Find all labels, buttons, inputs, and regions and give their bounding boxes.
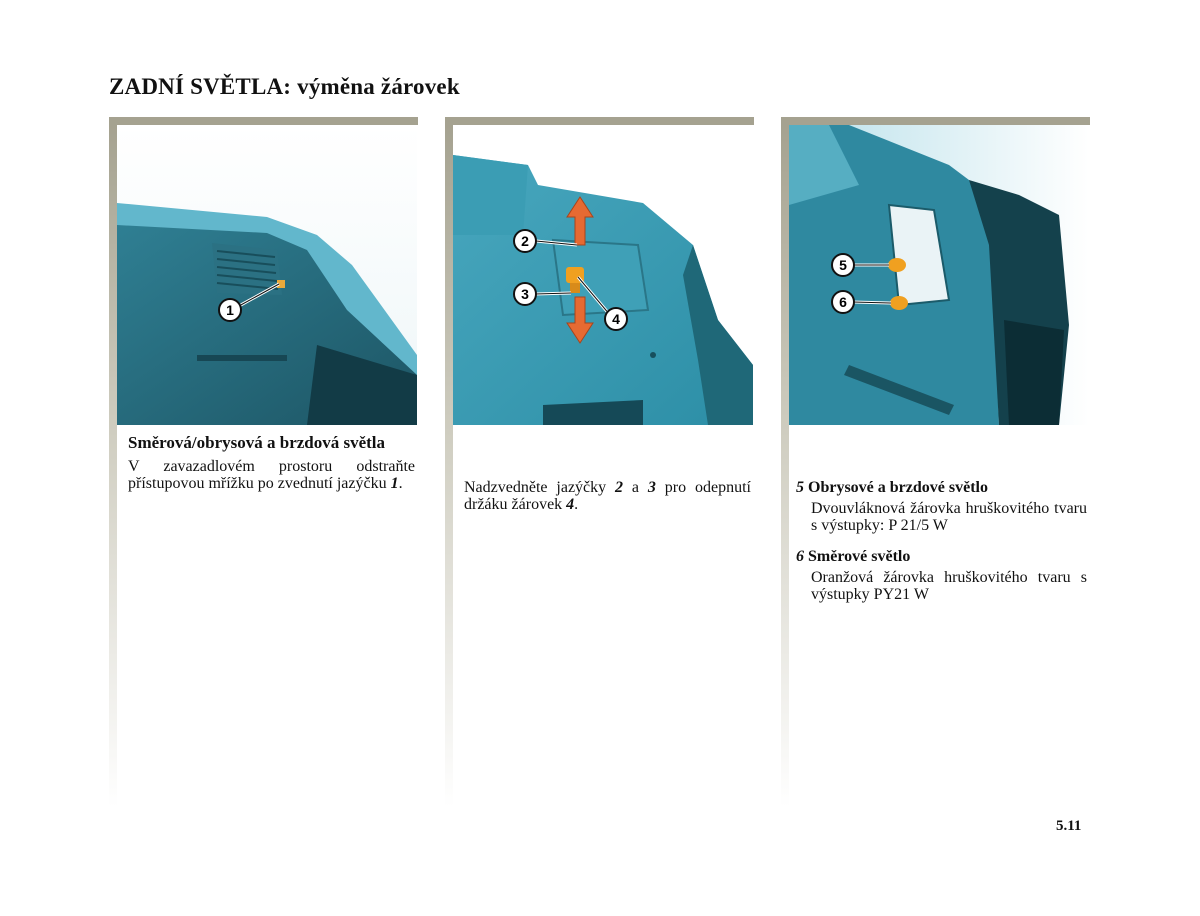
- bulbs-photo: [789, 125, 1089, 425]
- callout-2: [514, 230, 536, 252]
- callout-1: [219, 299, 241, 321]
- bulb-item: [796, 479, 1087, 534]
- column-top-bar: [109, 117, 418, 125]
- callout-4: [605, 308, 627, 330]
- bulb-holder-photo: [453, 125, 753, 425]
- callout-5: [832, 254, 854, 276]
- page-number: 5.11: [1056, 818, 1082, 834]
- column-top-bar: [445, 117, 754, 125]
- instruction-text: V zavazadlovém prostoru odstraňte přístupovou mřížku po zvednutí jazýčku 1.: [128, 458, 415, 492]
- column-3-text: [796, 479, 1087, 617]
- svg-text:3: 3: [521, 286, 529, 302]
- column-2: [445, 117, 754, 807]
- callout-3: [514, 283, 536, 305]
- column-1: [109, 117, 418, 807]
- callout-6: [832, 291, 854, 313]
- column-2-text: [464, 479, 751, 513]
- svg-text:1: 1: [226, 302, 234, 318]
- column-1-text: [128, 433, 415, 492]
- bulb-item: [796, 548, 1087, 603]
- svg-text:6: 6: [839, 294, 847, 310]
- item-heading: 5 Obrysové a brzdové světlo: [796, 479, 988, 496]
- svg-text:2: 2: [521, 233, 529, 249]
- svg-text:5: 5: [839, 257, 847, 273]
- item-description: Dvouvláknová žárovka hruškovitého tvaru s výstupky: P 21/5 W: [811, 500, 1087, 534]
- trunk-photo: [117, 125, 417, 425]
- page-title: ZADNÍ SVĚTLA: výměna žárovek: [109, 74, 460, 99]
- column-3: [781, 117, 1090, 807]
- svg-text:4: 4: [612, 311, 620, 327]
- column-top-bar: [781, 117, 1090, 125]
- column-side-rail: [781, 125, 789, 807]
- column-side-rail: [445, 125, 453, 807]
- item-heading: 6 Směrové světlo: [796, 548, 911, 565]
- item-description: Oranžová žárovka hruškovitého tvaru s výstupky PY21 W: [811, 569, 1087, 603]
- section-heading: Směrová/obrysová a brzdová světla: [128, 433, 386, 452]
- column-side-rail: [109, 125, 117, 807]
- instruction-text: Nadzvedněte jazýčky 2 a 3 pro odepnutí držáku žárovek 4.: [464, 479, 751, 513]
